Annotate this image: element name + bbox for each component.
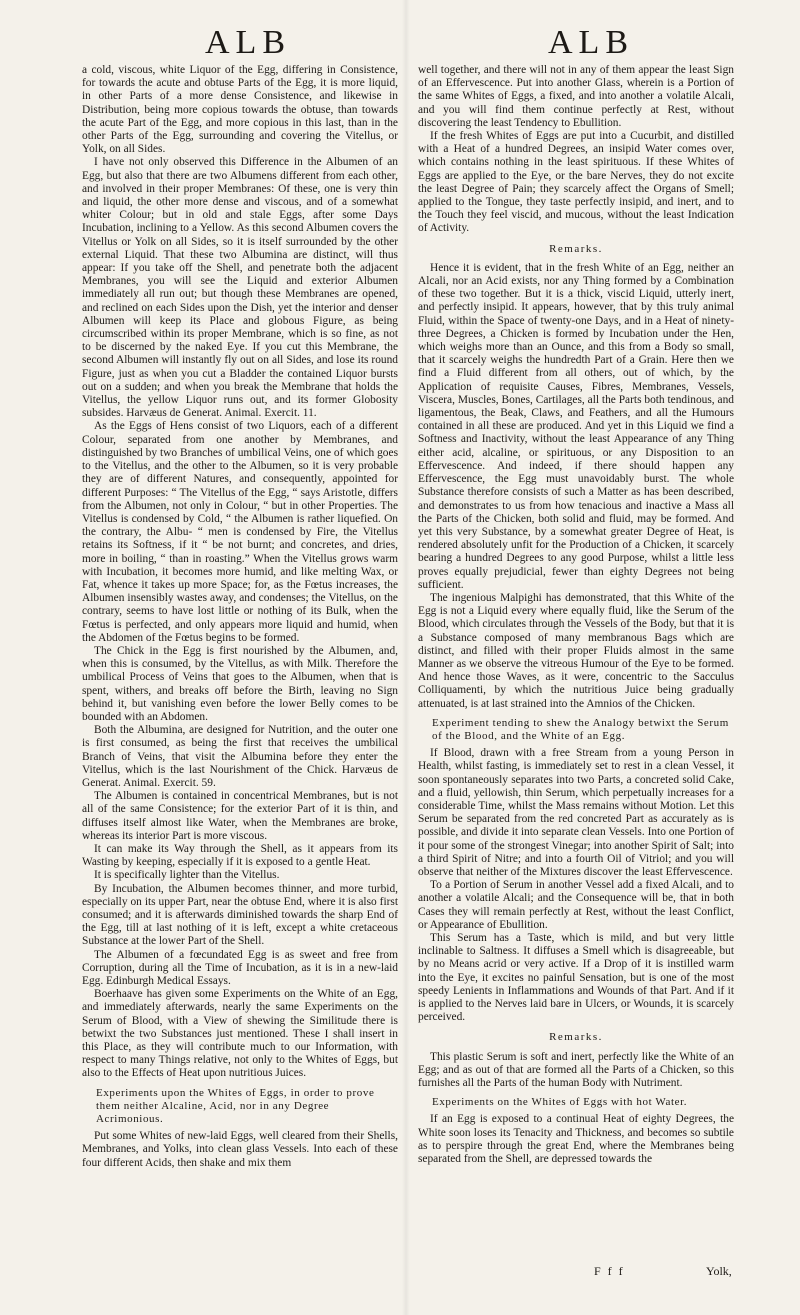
page-fold-shadow: [402, 0, 410, 1315]
paragraph: This Serum has a Taste, which is mild, and but very little inclinable to Saltness. It diffuses a Smell which is disagreeable, but by no Means acrid or very active. If a Drop of it is instilled warm into the Eye, it excites no painful Sensation, but is one of the most speedy Lenients in Inflammations and Wounds of that Part. And if it is applied to the Nerves laid bare in Ulcers, or Wounds, it is scarcely perceived.: [418, 932, 734, 1024]
left-column: [82, 64, 398, 1170]
paragraph: Put some Whites of new-laid Eggs, well cleared from their Shells, Membranes, and Yolks, into clean glass Vessels. Into each of these four different Acids, then shake and mix them: [82, 1130, 398, 1169]
paragraph: As the Eggs of Hens consist of two Liquors, each of a different Colour, separated from one another by Membranes, and distinguished by two Branches of umbilical Veins, one of which goes to the Vitellus, and the other to the Albumen, so it is very probable they are of different Natures, and consequently, appointed for different Purposes: “ The Vitellus of the Egg, “ says Aristotle, differs from the Albumen, not only in Colour, “ but in other Properties. The Vitellus is condensed by Cold, “ the Albumen is rather liquefied. On the contrary, the Albu- “ men is condensed by Fire, the Vitellus retains its Softness, if it “ be not burnt; and concretes, and dries, more in boiling, “ than in roasting.” When the Vitellus grows warm with Incubation, it becomes more humid, and like melting Wax, or Fat, whence it takes up more Space; for, as the Fœtus increases, the Albumen insensibly wastes away, and condenses; the Vitellus, on the contrary, seems to have lost little or nothing of its Bulk, when the Fœtus is perfected, and only appears more liquid and humid, when the Abdomen of the Fœtus begins to be formed.: [82, 420, 398, 644]
paragraph: I have not only observed this Difference in the Albumen of an Egg, but also that there are two Albumens different from each other, and involved in their proper Membranes: Of these, one is very thin and liquid, the other more dense and viscous, and of a somewhat whiter Colour; but in old and stale Eggs, after some Days Incubation, inclining to a Yellow. As this second Albumen covers the Vitellus or Yolk on all Sides, so it is itself surrounded by the other external Liquid. That these two Albumina are distinct, will thus appear: If you take off the Shell, and penetrate both the adjacent Membranes, you will see the Liquid and exterior Albumen immediately all run out; but though these Membranes are opened, and reclined on each Sides upon the Dish, yet the interior and denser Albumen will keep its Place and globous Figure, as being circumscribed within its proper Membrane, which is so fine, as not to be discerned by the naked Eye. If you cut this Membrane, the second Albumen will instantly fly out on all Sides, and lose its round Figure, just as when you cut a Bladder the contained Liquor bursts out on a sudden; and when you break the Membrane that holds the Vitellus, the yellow Liquor runs out, and its former Globosity subsides. Harvæus de Generat. Animal. Exercit. 11.: [82, 156, 398, 420]
remarks-heading: Remarks.: [549, 242, 603, 255]
paragraph: If an Egg is exposed to a continual Heat of eighty Degrees, the White soon loses its Tenacity and Thickness, and becomes so subtile as to perspire through the great End, where the Membranes being separated from the Shell, are depressed towards the: [418, 1113, 734, 1166]
paragraph: well together, and there will not in any of them appear the least Sign of an Effervescence. Put into another Glass, wherein is a Portion of the same Whites of Eggs, a fixed, and into another a volatile Alcali, and you will find them continue perfectly at Rest, without discovering the least Tendency to Ebullition.: [418, 64, 734, 129]
paragraph: a cold, viscous, white Liquor of the Egg, differing in Consistence, for towards the acute and obtuse Parts of the Egg, it is more liquid, in other Parts of a more dense Consistence, and likewise in Distribution, being more copious towards the obtuse, than towards the acute Part of the Egg, and more copious in this last, than in the other Parts of the Egg, surrounding and covering the Vitellus, or Yolk, on all Sides.: [82, 64, 398, 156]
paragraph: Boerhaave has given some Experiments on the White of an Egg, and immediately afterwards, nearly the same Experiments on the Serum of Blood, with a View of shewing the Similitude there is betwixt the two Substances just mentioned. These I shall insert in this Place, as they will contribute much to our Information, with respect to many Things relative, not only to the Whites of Eggs, but also to the Effects of Heat upon nutritious Juices.: [82, 988, 398, 1080]
paragraph: The Chick in the Egg is first nourished by the Albumen, and, when this is consumed, by the Vitellus, as with Milk. Therefore the umbilical Process of Veins that goes to the Albumen, when that is spent, withers, and breaks off before the Birth, leaving no Sign behind it, but vanishing even before the lower Belly comes to be bounded with an Abdomen.: [82, 644, 398, 723]
paragraph: The ingenious Malpighi has demonstrated, that this White of the Egg is not a Liquid every where equally fluid, like the Serum of the Blood, which circulates through the Vessels of the Body, but that it is a Substance composed of many membranous Bags which are distinct, and filled with their proper Fluids almost in the same Manner as we observe the vitreous Humour of the Eye to be formed. And hence those Waves, as it were, concentric to the Sacculus Colliquamenti, by which the nutritious Juice being gradually attenuated, is at last strained into the Amnios of the Chicken.: [418, 591, 734, 710]
paragraph: It is specifically lighter than the Vitellus.: [94, 869, 280, 882]
paragraph: If the fresh Whites of Eggs are put into a Cucurbit, and distilled with a Heat of a hundred Degrees, an insipid Water comes over, which contains nothing in the least spirituous. If these Whites of Eggs are applied to the Eye, or the bare Nerves, they do not excite the least Degree of Pain; they scarcely affect the Organs of Smell; applied to the Tongue, they taste perfectly insipid, and inert, and to the Touch they feel viscid, and mucous, without the least Indication of Activity.: [418, 130, 734, 235]
paragraph: The Albumen is contained in concentrical Membranes, but is not all of the same Consistence; for the exterior Part of it is thin, and diffuses itself almost like Water, when the Membranes are broke, whereas its interior Part is more viscous.: [82, 790, 398, 842]
section-heading: Experiments on the Whites of Eggs with hot Water.: [432, 1096, 688, 1109]
paragraph: If Blood, drawn with a free Stream from a young Person in Health, whilst fasting, is immediately set to rest in a clean Vessel, it soon spontaneously separates into two Parts, a concreted solid Cake, and a fluid, yellowish, thin Serum, which perpetually increases for a considerable Time, whilst the Mass remains without Motion. Let this Serum be separated from the red concreted Part as accurately as is possible, and divide it into separate clean Vessels. Into one Portion of it pour some of the strongest Vinegar; into another Spirit of Salt; into a third Spirit of Nitre; and into a fourth Oil of Vitriol; and you will observe that neither of the Mixtures discover the least Effervescence.: [418, 747, 734, 878]
catchword: Yolk,: [706, 1264, 732, 1278]
running-head-left: ALB: [205, 24, 291, 61]
section-heading: Experiments upon the Whites of Eggs, in order to prove them neither Alcaline, Acid, nor in any Degree Acrimonious.: [96, 1086, 375, 1126]
paragraph: By Incubation, the Albumen becomes thinner, and more turbid, especially on its upper Part, near the obtuse End, where it is also first consumed; and it is afterwards diminished towards the sharp End of the Egg, till at last nothing of it is left, except a white cretaceous Substance at the lower Part of the Shell.: [82, 882, 398, 948]
right-column: [418, 64, 734, 1166]
paragraph: Both the Albumina, are designed for Nutrition, and the outer one is first consumed, as being the first that receives the umbilical Branch of Veins, that visit the Albumina before they enter the Vitellus, which is the last Nourishment of the Chick. Harvæus de Generat. Animal. Exercit. 59.: [82, 724, 398, 789]
paragraph: Hence it is evident, that in the fresh White of an Egg, neither an Alcali, nor an Acid exists, nor any Thing formed by a Combination of these two together. But it is a thick, viscid Liquid, utterly inert, and perfectly insipid. It appears, however, that by this truly animal Fluid, within the Space of twenty-one Days, and in a Heat of ninety-three Degrees, a Chicken is formed by Incubation under the Hen, which weighs more than an Ounce, and this from a Body so small, that it scarcely weighs the hundredth Part of a Grain. Here then we find a Fluid different from all others, out of which, by the Application of requisite Causes, Fibres, Membranes, Vessels, Viscera, Muscles, Bones, Cartilages, all the Parts both tendinous, and ligamentous, the Beak, Claws, and Feathers, and all the Humours contained in all these are produced. And yet in this Liquid we find a Softness and Inactivity, without the least Appearance of any Thing either acid, alcaline, or spirituous, or any Disposition to an Effervescence. And indeed, if there should happen any Effervescence, the Egg must unavoidably burst. The whole Substance therefore consists of such a Matter as has been described, and demonstrates to us from how tenacious and inactive a Mass all the Parts of the Chicken, both solid and fluid, may be formed. And yet this very Substance, by a somewhat greater Degree of Heat, is rendered absolutely unfit for the Production of a Chicken, it scarcely bearing a hundred Degrees to any good Purpose, whilst a little less proves equally prejudicial, fewer than eighty Degrees not being sufficient.: [418, 261, 734, 591]
remarks-heading: Remarks.: [549, 1031, 603, 1044]
section-heading: Experiment tending to shew the Analogy betwixt the Serum of the Blood, and the White of an Egg.: [432, 716, 729, 742]
paragraph: The Albumen of a fœcundated Egg is as sweet and free from Corruption, during all the Time of Incubation, as it is in a new-laid Egg. Edinburgh Medical Essays.: [82, 948, 398, 988]
paragraph: It can make its Way through the Shell, as it appears from its Wasting by keeping, especially if it is exposed to a gentle Heat.: [82, 842, 398, 869]
paragraph: This plastic Serum is soft and inert, perfectly like the White of an Egg; and as out of that are formed all the Parts of a Chicken, so this furnishes all the Parts of the human Body with Nutriment.: [418, 1050, 734, 1090]
running-head-right: ALB: [548, 24, 634, 61]
paragraph: To a Portion of Serum in another Vessel add a fixed Alcali, and to another a volatile Alcali; and the Consequence will be, that in both Cases they will remain perfectly at Rest, without the least Conflict, or Appearance of Ebullition.: [418, 879, 734, 931]
signature-mark: F f f: [594, 1264, 625, 1278]
